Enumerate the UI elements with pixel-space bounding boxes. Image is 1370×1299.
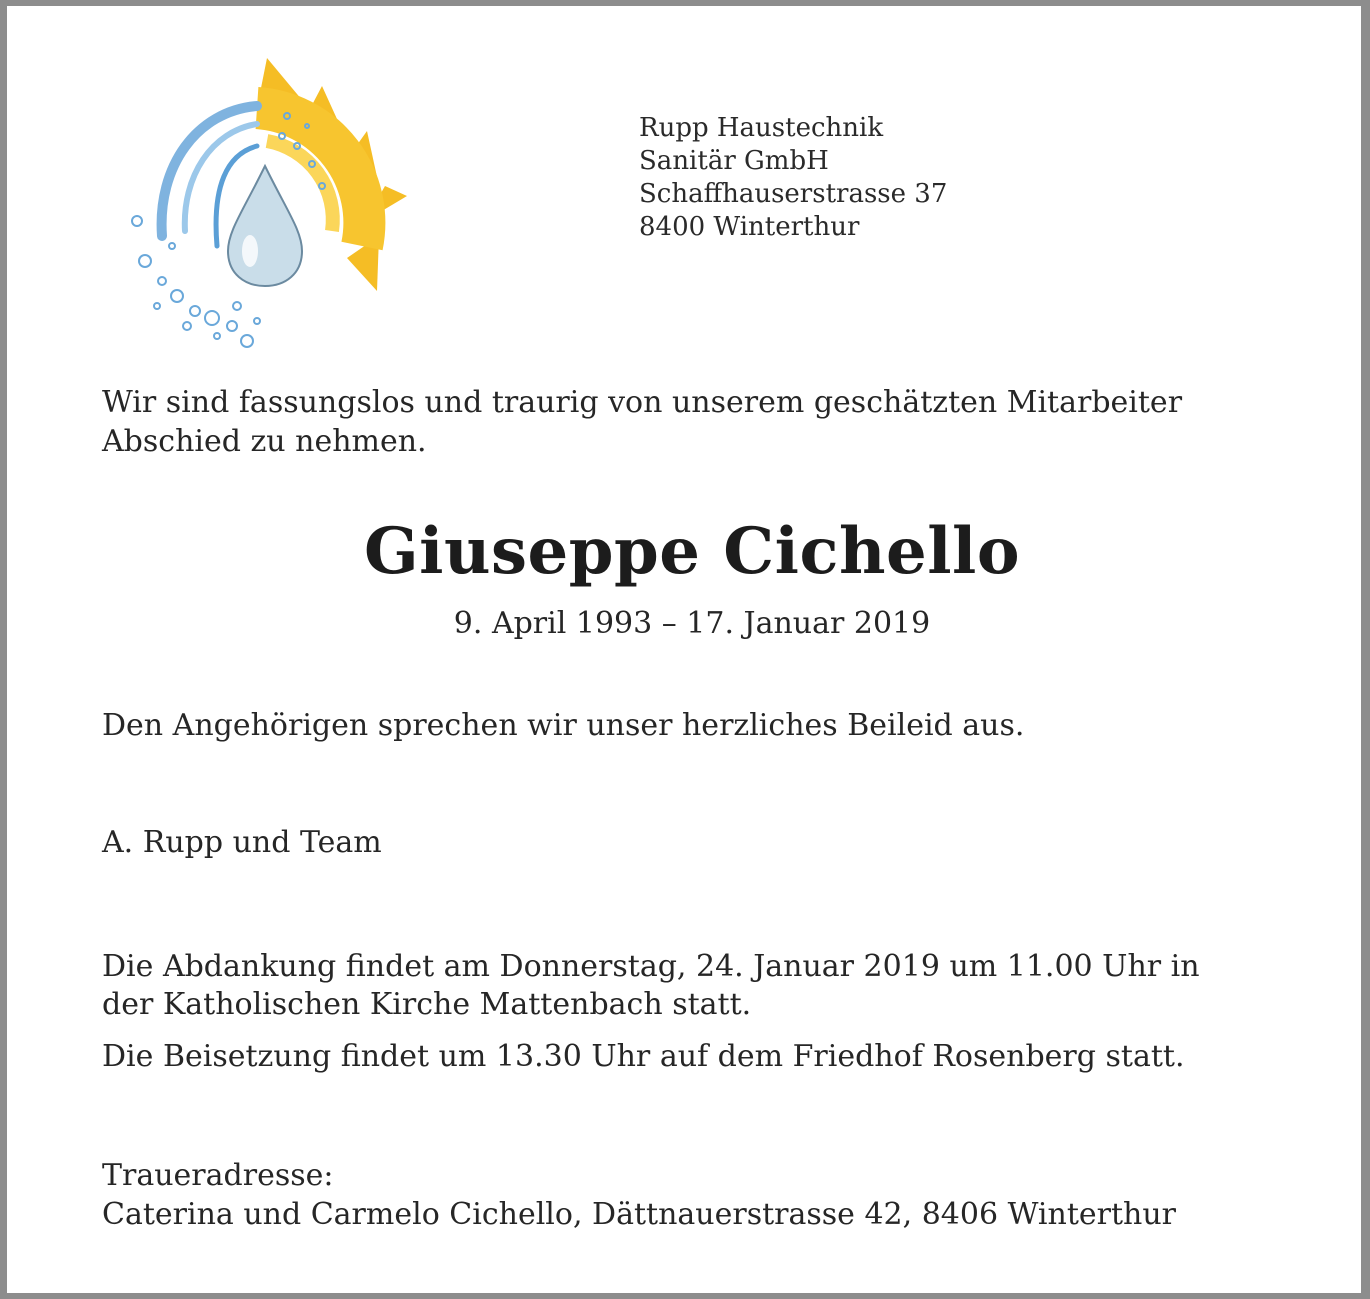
deceased-name: Giuseppe Cichello (363, 514, 1021, 589)
signature: A. Rupp und Team (102, 825, 382, 860)
service-line-1: Die Abdankung findet am Donnerstag, 24. Januar 2019 um 11.00 Uhr in (102, 949, 1200, 984)
company-address (639, 112, 947, 244)
condolence-text: Den Angehörigen sprechen wir unser herzliches Beileid aus. (102, 708, 1025, 743)
company-name: Rupp Haustechnik (639, 113, 884, 143)
service-line-3: Die Beisetzung findet um 13.30 Uhr auf dem Friedhof Rosenberg statt. (102, 1039, 1185, 1074)
company-street: Schaffhauserstrasse 37 (639, 179, 948, 209)
intro-line-1: Wir sind fassungslos und traurig von unserem geschätzten Mitarbeiter (102, 385, 1183, 420)
sun-water-drop-logo-icon (117, 46, 417, 356)
intro-line-2: Abschied zu nehmen. (102, 424, 427, 459)
company-city: 8400 Winterthur (639, 212, 860, 242)
mourning-address-label: Traueradresse: (102, 1158, 334, 1193)
water-drop (228, 166, 302, 286)
company-legal-form: Sanitär GmbH (639, 146, 829, 176)
mourning-address-value: Caterina und Carmelo Cichello, Dättnauerstrasse 42, 8406 Winterthur (102, 1197, 1177, 1232)
service-line-2: der Katholischen Kirche Mattenbach statt. (102, 987, 752, 1022)
deceased-dates: 9. April 1993 – 17. Januar 2019 (453, 606, 931, 641)
